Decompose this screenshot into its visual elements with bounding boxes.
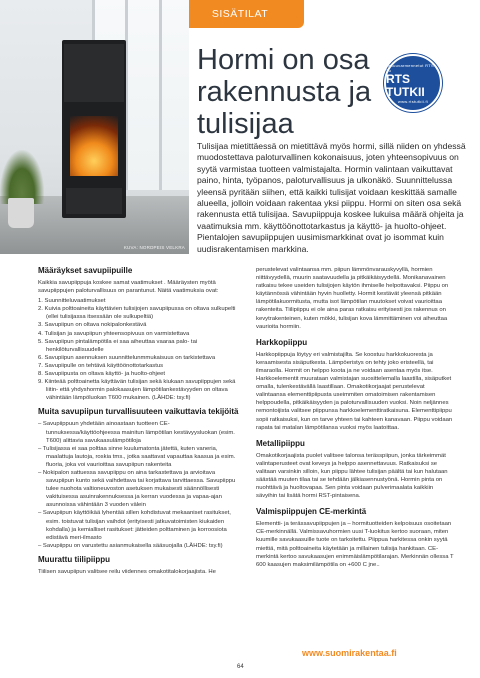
paragraph: Kaikkia savupiippuja koskee samat vaatimukset . Määräysten myötä savupiippujen paloturvallisuus on parantunut. Näitä vaatimuksia ovat:: [38, 280, 219, 295]
plant-image: [0, 150, 44, 204]
list-item: 7. Savupiipulle on tehtävä käyttöönottotarkastus: [38, 362, 164, 369]
fire-glass: [70, 116, 118, 176]
paragraph: Elementti- ja terässavupiippujen ja – hormituotteiden kelpoisuus osoitetaan CE-merkinnällä. Valmissavuhormien uusi T-luokitus kertoo suoraan, miten kuumille savukaasuille tuote on tarkoitettu. Piippua harkitessa onkin syytä miettiä, mitä polttoaineita käytetään ja millainen tulisija hankitaan. CE-merkintä kertoo savukaasujen enimmäislämpötilarajan. Merkinnän ollessa T 600 kaasujen maksimilämpötila on +600 C jne..: [256, 521, 454, 568]
list-item: – Nokipalon sattuessa savupiippu on aina tarkastettava ja arvioitava savupiipun kunto sekä vaihdettava tai korjattava tarvittaessa. Savupiippu tulee nuohota valtioneuvoston asetuksen mukaisesti säännöllisesti vakituisessa asuinrakennuksessa ja kerran vuodessa ja vapaa-ajan asunnoissa vähintään 3 vuoden välein: [38, 469, 236, 509]
list-item: 8. Savupiipusta on oltava käyttö- ja huolto-ohjeet: [38, 371, 166, 378]
fireplace-photo: [0, 0, 189, 254]
website-url[interactable]: www.suomirakentaa.fi: [302, 648, 397, 658]
list-item: 1. Suunnitteluvaatimukset: [38, 298, 106, 305]
badge-main-text: RTS TUTKII: [386, 71, 425, 99]
heading-harkkopiippu: Harkkopiippu: [256, 337, 308, 347]
list-item: 6. Savupiipun asennuksen suunnittelunmmukaisuus on tarkistettava: [38, 354, 216, 361]
list-item: 2. Kuivia polttoaineita käyttävien tulisijojen savupiipussa on oltava sulkupelti (ellei tulisijassa itsessään ole sulkupeltiä): [38, 306, 236, 321]
photo-caption: KUVA: NORDPEIS VELKRA: [123, 245, 185, 250]
requirements-list: [38, 297, 241, 402]
list-item: 5. Savupiipun pintalämpötila ei saa aiheuttaa vaaraa palo- tai henkilöturvallisuudelle: [38, 338, 198, 353]
list-item: – Savupiippu on varustettu asianmukaisella sääsuojalla (LÄHDE: tsy.fi): [38, 542, 223, 549]
right-column: [256, 266, 456, 571]
paragraph: Omakotikorjaajista puolet valitsee talonsa terässpiipun, jonka tärkeimmät valintaperusteet ovat keveys ja helppo asennettavuus. Ratkaisuksi se valitaan varsinkin silloin, kun piippu lähtee tulisijan päältä tai kun halutaan säästää muuten tilaa tai se tehdään jälkiasennustyönä. Hormin pinta on nuohttävä ja huoltovapaa. Sen pinta voidaan pulverimaalata kaikkiin sävyihin tai lisätä hormi RST-pintaisena.: [256, 452, 448, 500]
list-item: – Savupiipun käyttöikää lyhentää sillen kohdistuvat mekaaniset rasitukset, esim. toistuvat tulisijan vaihdot (erityisesti jatkuvatoimisten kiukaiden kohdalla) ja kemialliset rasitukset: jätteiden polttaminen ja korroosiota edistävä meri-ilmasto: [38, 510, 231, 541]
paragraph: Tiilisen savupiipun valitsee reilu viidennes omakotitalokorjaajista. He: [38, 568, 216, 575]
factors-list: [38, 420, 241, 550]
plant-pot: [8, 198, 34, 228]
paragraph: perustelevat valintaansa mm. piipun lämmönvarauskyvyllä, hormien niittävyydellä, muurin saatavuudella ja pitkäikäisyydellä. Monikanavainen ratkaisu tekee useiden tulisijojen käytön ihmiselle helpottavaksi. Piippu on käytännössä vähintään hyvin huolletty. Hormit kestävät yleensä pitkään lämpötilakuormitusta, mutta isot lämpötilan muutokset voivat vaurioittaa rakenteita. Tiilipiippu ei ole aina paras ratkaisu erityisesti jos rakennus on kevytrakenteinen, kuten mökki, tulisijan kova lämmittäminen voi aiheuttaa vaurioita hormiin.: [256, 267, 449, 330]
left-column: [38, 266, 241, 578]
rts-tutkii-badge: [384, 54, 442, 112]
section-tab: SISÄTILAT: [176, 0, 304, 28]
list-item: – Tulisijassa ei saa polttaa sinne kuulumatonta jätettä, kuten vaneria, maalattuja lautoja, roskia tms., jotka saattavat vapauttaa kaasua ja esim. fluoria, joka voi vaurioittaa savupiipun rakenteita: [38, 445, 236, 468]
heading-ce-merkinta: Valmispiippujen CE-merkintä: [256, 507, 367, 517]
list-item: – Savupiippuun yhdetään ainoastaan tuotteen CE-tunnuksessa/käyttöohjeessa mainitun lämpötilan kestävyysluokan (esim. T600) alittavia savukaasulämpötiloja: [38, 421, 235, 444]
list-item: 4. Tulisijan ja savupiipun yhteensopivuus on varmistettava: [38, 330, 190, 337]
paragraph: Harkkopiippuja löytyy eri valmistajilta. Se koostuu harkkokuoresta ja keraamisesta sisäputkesta. Lämpöeristys on tehty joko eristeellä, tai ilmaraolla. Hormit on helppo koota ja ne voidaan asentaa myös itse. Harkkoelementit muurataan valmistajan suosittelemalla laastilla, sisäputket omalla, tulenkestävällä laastillaan. Omakotikorjaajat perustelevat valintaansa elementtipiipusta useimmiten omatoimisen rakentamisen helppoudella, pitkäikäisyyden ja paloturvallisuuden vuoksi. Noin neljännes remontoijista valitsee piippunsa harkkoelementtiratkaisuna. Elementtipiippu sopii ratkaisuksi, kun on tarve yhteen tai kahteen kanavaan. Piippu voidaan rapata tai matalan lämpötilansa vuoksi myös laatoittaa.: [256, 351, 453, 431]
lead-paragraph: Tulisijaa mietittäessä on mietittävä myös hormi, sillä niiden on yhdessä muodostettava paloturvallinen kokonaisuus, joten yhteensopivuus on syytä varmistaa tuotteen valmistajalta. Hormin valintaan vaikuttavat paino, hinta, työpanos, paloturvallisuus ja ulkonäkö. Suunnittelussa yleensä pyritään siihen, että kaikki tulisijat voidaan keskittää samalle alueella, jolloin voidaan rakentaa yksi piippu. Hormi on siten osa sekä rakennusta että tulisijaa. Savupiippuja koskee lukuisa määrä ohjeita ja vaatimuksia mm. käyttöönottotarkastus ja käyttö- ja huolto-ohjeet. Pientalojen savupiippujen uusimismarkkinat ovat jo isommat kuin uudisrakentamisen markkina.: [197, 141, 466, 254]
list-item: 9. Kiinteää polttoainetta käyttävän tulisijan sekä kiukaan savupiippujen sekä liitin- että yhdyshormin palokaasujen lämpötilankestävyyden on oltava vähintään lämpöluokan T600 mukainen. (LÄHDE: tsy.fi): [38, 379, 236, 402]
heading-maaraykset: Määräykset savupiipuille: [38, 266, 133, 275]
heading-muita-tekijoita: Muita savupiipun turvallisuuteen vaikuttavia tekijöitä: [38, 407, 239, 417]
page-number: 64: [237, 664, 244, 670]
badge-ring-text: Takuuvarmennetut RTS Tu: [386, 62, 434, 73]
list-item: 3. Savupiipun on oltava nokipalonkestävä: [38, 322, 147, 329]
stove-image: [62, 40, 126, 218]
heading-metallipiippu: Metallipiippu: [256, 438, 305, 448]
heading-tiilipiippu: Muurattu tiilipiippu: [38, 554, 110, 564]
badge-ring-bottom: www.rtstutkii.fi: [397, 98, 429, 104]
article-title: Hormi on osa rakennusta ja tulisijaa: [197, 44, 372, 140]
